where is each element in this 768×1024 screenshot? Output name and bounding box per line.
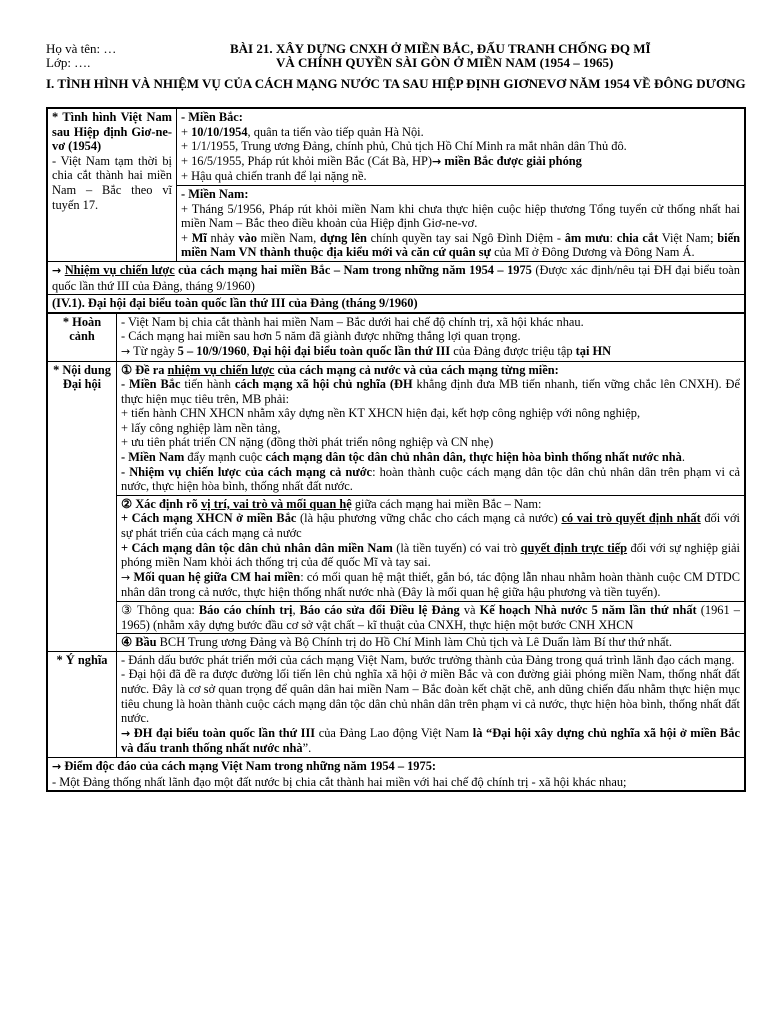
arrow-right-icon: →	[52, 263, 62, 277]
north-cell	[177, 109, 745, 186]
south-item-1: + Tháng 5/1956, Pháp rút khỏi miền Nam khi chưa thực hiện cuộc hiệp thương Tổng tuyển cử thống nhất hai miền Nam – Bắc theo điều khoản của Hiệp định Giơ-ne-vơ.	[181, 201, 740, 231]
context-item-1: - Việt Nam bị chia cắt thành hai miền Nam – Bắc dưới hai chế độ chính trị, xã hội khác nhau.	[121, 314, 584, 329]
lesson-title-line2: VÀ CHÍNH QUYỀN SÀI GÒN Ở MIỀN NAM (1954 – 1965)	[276, 55, 614, 70]
content-label: * Nội dung Đại hội	[48, 361, 117, 651]
meaning-item-3: → ĐH đại biểu toàn quốc lần thứ III của Đảng Lao động Việt Nam là “Đại hội xây dựng chủ nghĩa xã hội ở miền Bắc và đấu tranh thống nhất nước nhà”.	[121, 725, 740, 756]
content-frame	[46, 107, 746, 792]
meaning-item-2: - Đại hội đã đề ra được đường lối tiến lên chủ nghĩa xã hội ở miền Bắc và con đường giải phóng miền Nam, thống nhất đất nước. Đây là cơ sở quan trọng để quân dân hai miền Nam – Bắc đoàn kết chặt chẽ, anh dũng chiến đấu nhằm thực hiện mục tiêu chung là hoàn thành cuộc cách mạng dân tộc dân chủ nhân dân trên phạm vi cả nước, thực hiện hòa bình, thống nhất đất nước.	[121, 667, 740, 726]
north-item-3: + 16/5/1955, Pháp rút khỏi miền Bắc (Cát Bà, HP)→ miền Bắc được giải phóng	[181, 153, 582, 168]
lesson-title-line1: BÀI 21. XÂY DỰNG CNXH Ở MIỀN BẮC, ĐẤU TRANH CHỐNG ĐQ MĨ	[230, 41, 651, 56]
arrow-right-icon: →	[432, 154, 442, 168]
north-item-4: + Hậu quả chiến tranh để lại nặng nề.	[181, 169, 367, 184]
context-item-3: → Từ ngày 5 – 10/9/1960, Đại hội đại biểu toàn quốc lần thứ III của Đảng được triệu tập tại HN	[121, 343, 612, 358]
special-heading: → Điểm độc đáo của cách mạng Việt Nam trong những năm 1954 – 1975:	[52, 758, 437, 773]
situation-left-cell	[48, 109, 177, 262]
arrow-right-icon: →	[121, 344, 131, 358]
special-item-1: - Một Đảng thống nhất lãnh đạo một đất nước bị chia cắt thành hai miền với hai chế độ chính trị - xã hội khác nhau;	[52, 774, 627, 789]
south-cell	[177, 185, 745, 261]
north-item-2: + 1/1/1955, Trung ương Đảng, chính phủ, Chủ tịch Hồ Chí Minh ra mắt nhân dân Thủ đô.	[181, 139, 627, 154]
arrow-right-icon: →	[52, 759, 62, 773]
content-point-3: ③ Thông qua: Báo cáo chính trị, Báo cáo sửa đổi Điều lệ Đảng và Kế hoạch Nhà nước 5 năm lần thứ nhất (1961 – 1965) (nhằm xây dựng bước đầu cơ sở vật chất – kĩ thuật của CNXH, thực hiện một bước CNH XHCN	[117, 602, 745, 634]
section1-title: I. TÌNH HÌNH VÀ NHIỆM VỤ CỦA CÁCH MẠNG NƯỚC TA SAU HIỆP ĐỊNH GIƠNEVƠ NĂM 1954 VỀ ĐÔNG DƯƠNG	[46, 76, 746, 91]
situation-heading: * Tình hình Việt Nam sau Hiệp định Giơ-ne-vơ (1954)	[52, 110, 172, 154]
strategic-task-cell: → Nhiệm vụ chiến lược của cách mạng hai miền Bắc – Nam trong những năm 1954 – 1975 (Được xác định/nêu tại ĐH đại biểu toàn quốc lần thứ III của Đảng, tháng 9/1960)	[48, 261, 745, 294]
situation-summary: - Việt Nam tạm thời bị chia cắt thành hai miền Nam – Bắc theo vĩ tuyến 17.	[52, 153, 172, 212]
class-label: Lớp: ….	[46, 55, 91, 70]
meaning-cell	[117, 651, 745, 757]
north-heading: - Miền Bắc:	[181, 110, 243, 124]
context-label: * Hoàn cảnh	[48, 313, 117, 361]
situation-table	[47, 108, 745, 313]
south-heading: - Miền Nam:	[181, 186, 249, 201]
meaning-item-1: - Đánh dấu bước phát triển mới của cách mạng Việt Nam, bước trưởng thành của Đảng trong quá trình lãnh đạo cách mạng.	[121, 652, 735, 667]
congress-table	[47, 313, 745, 791]
north-item-1: + 10/10/1954, quân ta tiến vào tiếp quản Hà Nội.	[181, 124, 424, 139]
meaning-label: * Ý nghĩa	[48, 651, 117, 757]
content-point-4: ④ Bầu BCH Trung ương Đảng và Bộ Chính trị do Hồ Chí Minh làm Chủ tịch và Lê Duẩn làm Bí thư thứ nhất.	[117, 634, 745, 652]
south-item-2: + Mĩ nhảy vào miền Nam, dựng lên chính quyền tay sai Ngô Đình Diệm - âm mưu: chia cắt Việt Nam; biến miền Nam VN thành thuộc địa kiểu mới và căn cứ quân sự của Mĩ ở Đông Dương và Đông Nam Á.	[181, 230, 740, 260]
special-cell	[48, 757, 745, 790]
content-point-1: ① Đề ra nhiệm vụ chiến lược của cách mạng cả nước và của cách mạng từng miền: - Miền Bắc tiến hành cách mạng xã hội chủ nghĩa (ĐH khẳng định đưa MB tiến nhanh, tiến vững chắc lên CNXH). Để thực hiện mục tiêu trên, MB phải: + tiến hành CHN XHCN nhằm xây dựng nền KT XHCN hiện đại, kết hợp công nghiệp với nông nghiệp, + lấy công nghiệp làm nền tảng, + ưu tiên phát triển CN nặng (đồng thời phát triển nông nghiệp và CN nhẹ) - Miền Nam đẩy mạnh cuộc cách mạng dân tộc dân chủ nhân dân, thực hiện hòa bình thống nhất nước nhà. - Nhiệm vụ chiến lược của cách mạng cả nước: hoàn thành cuộc cách mạng dân tộc dân chủ nhân dân trên phạm vi cả nước, thực hiện hòa bình, thống nhất đất nước.	[117, 361, 745, 495]
arrow-right-icon: →	[121, 570, 131, 584]
arrow-right-icon: →	[121, 726, 131, 740]
context-cell	[117, 313, 745, 361]
context-item-2: - Cách mạng hai miền sau hơn 5 năm đã giành được những thắng lợi quan trọng.	[121, 329, 521, 344]
name-label: Họ và tên: …	[46, 41, 117, 56]
content-point-2: ② Xác định rõ vị trí, vai trò và mối quan hệ giữa cách mạng hai miền Bắc – Nam: + Cách mạng XHCN ở miền Bắc (là hậu phương vững chắc cho cách mạng cả nước) có vai trò quyết định nhất đối với sự phát triển của cách mạng cả nước + Cách mạng dân tộc dân chủ nhân dân miền Nam (là tiền tuyến) có vai trò quyết định trực tiếp đối với sự nghiệp giải phóng miền Nam khỏi ách thống trị của đế quốc Mĩ và tay sai. → Mối quan hệ giữa CM hai miền: có mối quan hệ mật thiết, gắn bó, tác động lẫn nhau nhằm hoàn thành cuộc CM DTDC nhân dân trong cả nước, thực hiện thống nhất nước nhà (Đây là mối quan hệ giữa hậu phương và tiền tuyến).	[117, 495, 745, 601]
section-iv1-title: (IV.1). Đại hội đại biểu toàn quốc lần thứ III của Đảng (tháng 9/1960)	[48, 295, 745, 313]
